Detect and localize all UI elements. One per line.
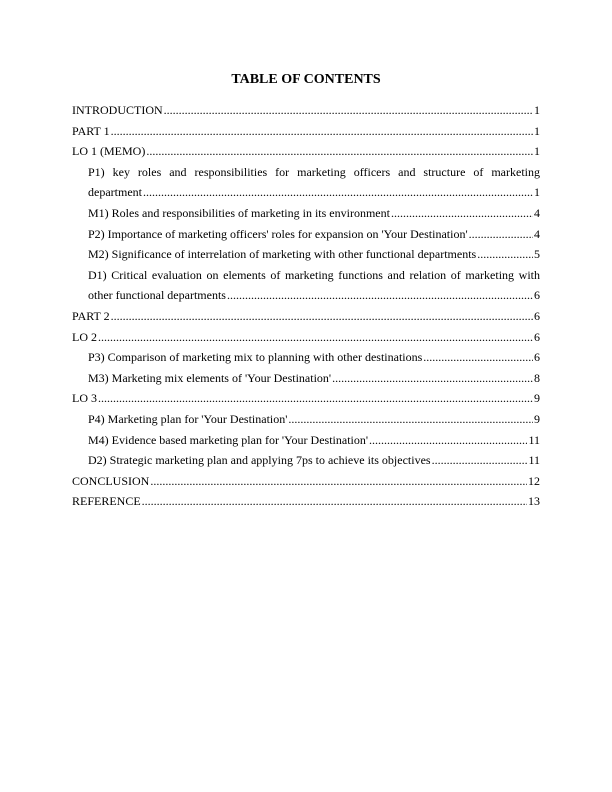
toc-entry-page: 11 <box>528 453 540 468</box>
toc-entry[interactable] <box>72 224 540 245</box>
table-of-contents <box>72 100 540 512</box>
toc-entry-label: PART 2 <box>72 308 110 323</box>
toc-entry-label: INTRODUCTION <box>72 103 163 117</box>
toc-entry[interactable] <box>72 162 540 203</box>
toc-entry-page: 1 <box>534 103 540 117</box>
toc-entry-label-line1: P1) key roles and responsibilities for marketing officers and structure of marketing <box>88 164 540 179</box>
dot-leader <box>164 100 533 121</box>
toc-entry-label: P4) Marketing plan for 'Your Destination' <box>88 411 288 426</box>
dot-leader <box>369 430 527 451</box>
toc-entry-label-line2: department <box>88 185 142 200</box>
dot-leader <box>98 327 533 348</box>
dot-leader <box>332 368 533 389</box>
dot-leader <box>146 141 533 162</box>
toc-heading: TABLE OF CONTENTS <box>231 72 381 87</box>
dot-leader <box>227 285 533 306</box>
toc-entry-page: 6 <box>534 288 540 303</box>
toc-entry[interactable] <box>72 100 540 121</box>
toc-entry[interactable] <box>72 491 540 512</box>
toc-entry-label: M4) Evidence based marketing plan for 'Your Destination' <box>88 432 369 447</box>
toc-entry-page: 12 <box>528 473 540 488</box>
toc-entry-page: 4 <box>534 226 540 241</box>
toc-entry-label: LO 2 <box>72 329 97 344</box>
toc-entry[interactable] <box>72 306 540 327</box>
toc-entry[interactable] <box>72 471 540 492</box>
toc-entry[interactable] <box>72 265 540 306</box>
toc-entry-label-line2: other functional departments <box>88 288 226 303</box>
toc-entry-page: 5 <box>534 247 540 262</box>
toc-entry-page: 1 <box>534 123 540 138</box>
dot-leader <box>423 347 533 368</box>
toc-entry-label-line1: D1) Critical evaluation on elements of marketing functions and relation of marketing with <box>88 267 540 282</box>
toc-entry-label: M3) Marketing mix elements of 'Your Destination' <box>88 370 332 385</box>
toc-entry[interactable] <box>72 203 540 224</box>
toc-entry[interactable] <box>72 141 540 162</box>
toc-entry-label: P3) Comparison of marketing mix to planning with other destinations <box>88 350 423 365</box>
toc-entry[interactable] <box>72 409 540 430</box>
dot-leader <box>477 244 533 265</box>
toc-entry-page: 13 <box>528 494 540 509</box>
dot-leader <box>288 409 533 430</box>
dot-leader <box>150 471 527 492</box>
toc-entry[interactable] <box>72 368 540 389</box>
dot-leader <box>432 450 528 471</box>
dot-leader <box>469 224 533 245</box>
toc-entry-label: REFERENCE <box>72 494 141 509</box>
toc-entry[interactable] <box>72 347 540 368</box>
toc-entry[interactable] <box>72 244 540 265</box>
toc-entry[interactable] <box>72 450 540 471</box>
toc-entry-label: D2) Strategic marketing plan and applying 7ps to achieve its objectives <box>88 453 431 468</box>
toc-entry-page: 9 <box>534 411 540 426</box>
dot-leader <box>142 491 527 512</box>
dot-leader <box>111 306 533 327</box>
toc-entry-label: LO 1 (MEMO) <box>72 144 146 159</box>
toc-entry-label: LO 3 <box>72 391 97 406</box>
toc-entry-page: 1 <box>534 144 540 159</box>
toc-entry-page: 6 <box>534 350 540 365</box>
toc-entry-page: 9 <box>534 391 540 406</box>
toc-entry[interactable] <box>72 430 540 451</box>
toc-entry-page: 1 <box>534 185 540 200</box>
dot-leader <box>111 121 533 142</box>
toc-entry[interactable] <box>72 388 540 409</box>
toc-entry-page: 11 <box>528 432 540 447</box>
toc-entry-label: M2) Significance of interrelation of marketing with other functional departments <box>88 247 477 262</box>
toc-entry-label: P2) Importance of marketing officers' roles for expansion on 'Your Destination' <box>88 226 468 241</box>
toc-entry-page: 8 <box>534 370 540 385</box>
toc-entry-label: CONCLUSION <box>72 473 150 488</box>
dot-leader <box>98 388 533 409</box>
toc-entry-page: 6 <box>534 329 540 344</box>
toc-entry-label: PART 1 <box>72 123 110 138</box>
toc-entry-page: 4 <box>534 205 540 220</box>
dot-leader <box>391 203 533 224</box>
toc-entry-label: M1) Roles and responsibilities of marketing in its environment <box>88 205 390 220</box>
toc-entry[interactable] <box>72 327 540 348</box>
dot-leader <box>143 182 533 203</box>
toc-entry[interactable] <box>72 121 540 142</box>
toc-entry-page: 6 <box>534 308 540 323</box>
